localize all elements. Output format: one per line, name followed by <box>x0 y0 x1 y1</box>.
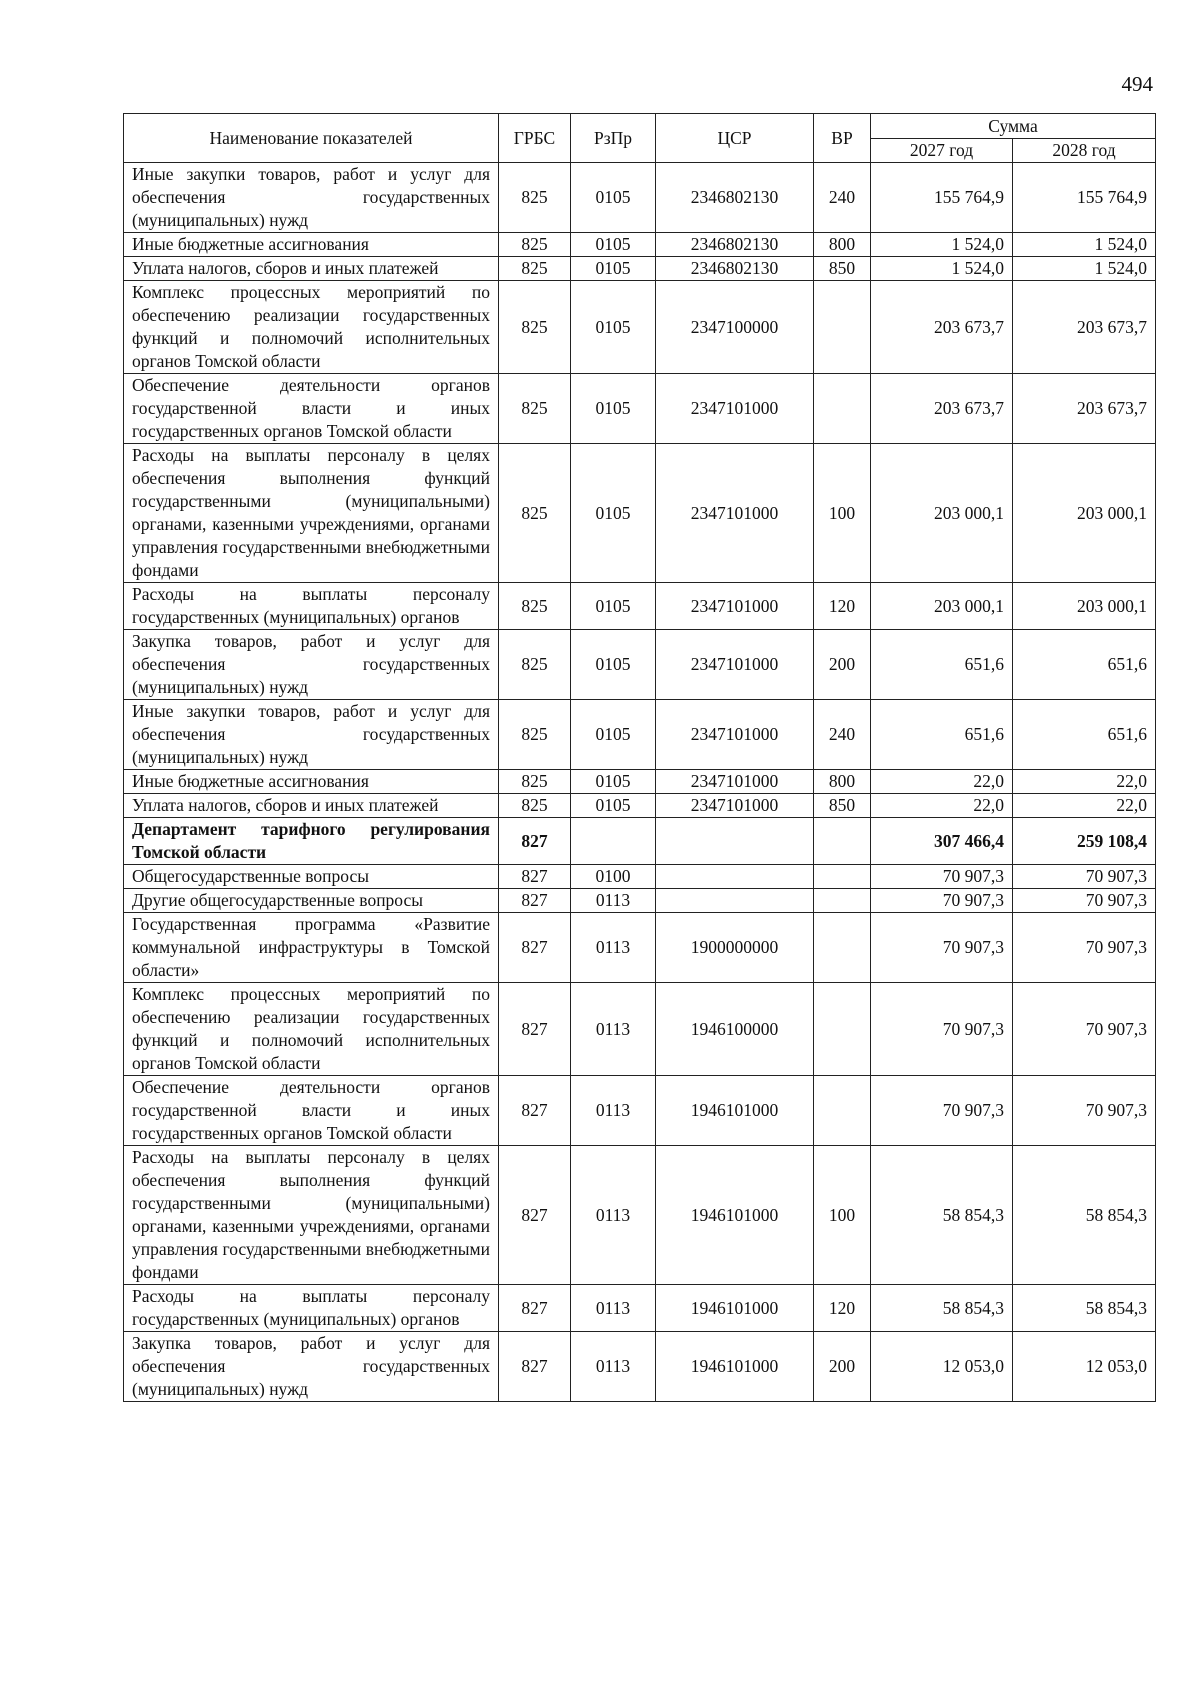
cell-vr: 240 <box>814 163 871 233</box>
cell-vr <box>814 889 871 913</box>
cell-csr: 2347101000 <box>656 630 814 700</box>
cell-name: Обеспечение деятельности органов государственной власти и иных государственных органов Томской области <box>124 374 499 444</box>
cell-vr <box>814 1076 871 1146</box>
cell-grbs: 825 <box>499 444 571 583</box>
cell-csr <box>656 865 814 889</box>
cell-csr: 1946101000 <box>656 1146 814 1285</box>
header-vr: ВР <box>814 114 871 163</box>
cell-sum-2027: 70 907,3 <box>871 983 1013 1076</box>
cell-sum-2028: 58 854,3 <box>1013 1146 1156 1285</box>
cell-vr: 200 <box>814 630 871 700</box>
cell-sum-2028: 70 907,3 <box>1013 1076 1156 1146</box>
table-row <box>124 374 1156 444</box>
cell-sum-2028: 22,0 <box>1013 770 1156 794</box>
cell-sum-2027: 22,0 <box>871 770 1013 794</box>
cell-sum-2027: 12 053,0 <box>871 1332 1013 1402</box>
cell-sum-2028: 1 524,0 <box>1013 257 1156 281</box>
header-year-2028: 2028 год <box>1013 139 1156 163</box>
cell-name: Комплекс процессных мероприятий по обеспечению реализации государственных функций и полномочий исполнительных органов Томской области <box>124 281 499 374</box>
cell-csr: 2346802130 <box>656 257 814 281</box>
cell-grbs: 827 <box>499 889 571 913</box>
cell-name: Обеспечение деятельности органов государственной власти и иных государственных органов Томской области <box>124 1076 499 1146</box>
cell-grbs: 825 <box>499 257 571 281</box>
cell-sum-2027: 203 000,1 <box>871 444 1013 583</box>
table-row <box>124 818 1156 865</box>
cell-sum-2027: 58 854,3 <box>871 1146 1013 1285</box>
cell-rzpr: 0100 <box>571 865 656 889</box>
cell-sum-2028: 70 907,3 <box>1013 865 1156 889</box>
cell-csr: 2347101000 <box>656 444 814 583</box>
table-row <box>124 444 1156 583</box>
cell-rzpr: 0113 <box>571 983 656 1076</box>
cell-name: Закупка товаров, работ и услуг для обеспечения государственных (муниципальных) нужд <box>124 1332 499 1402</box>
cell-rzpr: 0105 <box>571 630 656 700</box>
cell-csr: 2347101000 <box>656 374 814 444</box>
cell-grbs: 825 <box>499 583 571 630</box>
cell-rzpr: 0105 <box>571 374 656 444</box>
cell-rzpr: 0105 <box>571 163 656 233</box>
table-row <box>124 233 1156 257</box>
cell-csr: 1946100000 <box>656 983 814 1076</box>
cell-sum-2027: 70 907,3 <box>871 1076 1013 1146</box>
cell-name: Расходы на выплаты персоналу в целях обеспечения выполнения функций государственными (муниципальными) органами, казенными учреждениями, органами управления государственными внебюджетными фондами <box>124 444 499 583</box>
cell-csr: 2346802130 <box>656 163 814 233</box>
table-row <box>124 865 1156 889</box>
table-row <box>124 770 1156 794</box>
cell-rzpr: 0105 <box>571 770 656 794</box>
cell-name: Уплата налогов, сборов и иных платежей <box>124 794 499 818</box>
cell-grbs: 825 <box>499 163 571 233</box>
cell-grbs: 825 <box>499 630 571 700</box>
cell-grbs: 827 <box>499 983 571 1076</box>
table-row <box>124 630 1156 700</box>
cell-sum-2027: 70 907,3 <box>871 889 1013 913</box>
cell-grbs: 825 <box>499 770 571 794</box>
cell-csr: 1946101000 <box>656 1285 814 1332</box>
cell-name: Другие общегосударственные вопросы <box>124 889 499 913</box>
cell-sum-2027: 70 907,3 <box>871 865 1013 889</box>
cell-sum-2027: 307 466,4 <box>871 818 1013 865</box>
cell-grbs: 825 <box>499 794 571 818</box>
cell-sum-2028: 70 907,3 <box>1013 889 1156 913</box>
table-row <box>124 1076 1156 1146</box>
cell-sum-2028: 58 854,3 <box>1013 1285 1156 1332</box>
cell-sum-2027: 1 524,0 <box>871 233 1013 257</box>
cell-rzpr: 0113 <box>571 913 656 983</box>
cell-grbs: 825 <box>499 281 571 374</box>
cell-csr: 1900000000 <box>656 913 814 983</box>
cell-sum-2028: 1 524,0 <box>1013 233 1156 257</box>
page-number: 494 <box>1121 72 1153 96</box>
cell-sum-2028: 155 764,9 <box>1013 163 1156 233</box>
cell-sum-2028: 22,0 <box>1013 794 1156 818</box>
cell-grbs: 827 <box>499 1076 571 1146</box>
cell-sum-2028: 203 000,1 <box>1013 444 1156 583</box>
header-csr: ЦСР <box>656 114 814 163</box>
cell-sum-2028: 259 108,4 <box>1013 818 1156 865</box>
cell-csr: 2346802130 <box>656 233 814 257</box>
cell-sum-2027: 58 854,3 <box>871 1285 1013 1332</box>
cell-vr: 120 <box>814 583 871 630</box>
cell-rzpr: 0113 <box>571 1076 656 1146</box>
header-year-2027: 2027 год <box>871 139 1013 163</box>
cell-grbs: 827 <box>499 913 571 983</box>
cell-sum-2027: 651,6 <box>871 630 1013 700</box>
table-row <box>124 1146 1156 1285</box>
table-row <box>124 1332 1156 1402</box>
cell-sum-2027: 203 673,7 <box>871 374 1013 444</box>
cell-name: Иные бюджетные ассигнования <box>124 233 499 257</box>
cell-rzpr: 0105 <box>571 700 656 770</box>
cell-csr: 1946101000 <box>656 1076 814 1146</box>
cell-csr <box>656 818 814 865</box>
cell-vr: 850 <box>814 794 871 818</box>
cell-name: Государственная программа «Развитие коммунальной инфраструктуры в Томской области» <box>124 913 499 983</box>
cell-vr: 850 <box>814 257 871 281</box>
cell-name: Иные закупки товаров, работ и услуг для обеспечения государственных (муниципальных) нужд <box>124 700 499 770</box>
cell-sum-2028: 70 907,3 <box>1013 913 1156 983</box>
cell-sum-2027: 155 764,9 <box>871 163 1013 233</box>
table-row <box>124 281 1156 374</box>
cell-sum-2028: 203 673,7 <box>1013 281 1156 374</box>
cell-name: Иные бюджетные ассигнования <box>124 770 499 794</box>
cell-rzpr: 0113 <box>571 889 656 913</box>
cell-vr <box>814 818 871 865</box>
cell-vr: 200 <box>814 1332 871 1402</box>
cell-rzpr: 0105 <box>571 233 656 257</box>
cell-csr: 1946101000 <box>656 1332 814 1402</box>
cell-name: Комплекс процессных мероприятий по обеспечению реализации государственных функций и полномочий исполнительных органов Томской области <box>124 983 499 1076</box>
cell-csr: 2347101000 <box>656 583 814 630</box>
cell-rzpr: 0105 <box>571 281 656 374</box>
cell-vr: 800 <box>814 770 871 794</box>
cell-name: Иные закупки товаров, работ и услуг для обеспечения государственных (муниципальных) нужд <box>124 163 499 233</box>
cell-rzpr: 0105 <box>571 794 656 818</box>
table-row <box>124 700 1156 770</box>
cell-vr <box>814 374 871 444</box>
cell-csr: 2347100000 <box>656 281 814 374</box>
cell-grbs: 827 <box>499 1146 571 1285</box>
cell-vr <box>814 865 871 889</box>
cell-rzpr: 0105 <box>571 257 656 281</box>
cell-name: Департамент тарифного регулирования Томской области <box>124 818 499 865</box>
cell-sum-2028: 203 000,1 <box>1013 583 1156 630</box>
cell-name: Общегосударственные вопросы <box>124 865 499 889</box>
cell-grbs: 825 <box>499 700 571 770</box>
cell-csr: 2347101000 <box>656 794 814 818</box>
cell-sum-2027: 203 000,1 <box>871 583 1013 630</box>
cell-name: Закупка товаров, работ и услуг для обеспечения государственных (муниципальных) нужд <box>124 630 499 700</box>
table-row <box>124 583 1156 630</box>
cell-grbs: 825 <box>499 374 571 444</box>
header-name: Наименование показателей <box>124 114 499 163</box>
header-grbs: ГРБС <box>499 114 571 163</box>
cell-sum-2028: 12 053,0 <box>1013 1332 1156 1402</box>
cell-rzpr: 0113 <box>571 1285 656 1332</box>
cell-rzpr: 0113 <box>571 1332 656 1402</box>
cell-vr: 800 <box>814 233 871 257</box>
table-row <box>124 983 1156 1076</box>
cell-rzpr: 0105 <box>571 444 656 583</box>
cell-name: Расходы на выплаты персоналу государственных (муниципальных) органов <box>124 1285 499 1332</box>
cell-vr: 100 <box>814 1146 871 1285</box>
table-row <box>124 913 1156 983</box>
cell-vr: 100 <box>814 444 871 583</box>
table-row <box>124 889 1156 913</box>
table-row <box>124 1285 1156 1332</box>
table-row <box>124 257 1156 281</box>
cell-vr <box>814 281 871 374</box>
header-rzpr: РзПр <box>571 114 656 163</box>
cell-rzpr <box>571 818 656 865</box>
cell-vr: 120 <box>814 1285 871 1332</box>
cell-sum-2028: 651,6 <box>1013 700 1156 770</box>
cell-rzpr: 0113 <box>571 1146 656 1285</box>
cell-csr: 2347101000 <box>656 700 814 770</box>
cell-vr <box>814 983 871 1076</box>
cell-sum-2028: 203 673,7 <box>1013 374 1156 444</box>
cell-grbs: 827 <box>499 818 571 865</box>
table-row <box>124 163 1156 233</box>
cell-name: Уплата налогов, сборов и иных платежей <box>124 257 499 281</box>
cell-csr <box>656 889 814 913</box>
cell-vr: 240 <box>814 700 871 770</box>
cell-sum-2027: 22,0 <box>871 794 1013 818</box>
cell-csr: 2347101000 <box>656 770 814 794</box>
header-sum: Сумма <box>871 114 1156 139</box>
cell-vr <box>814 913 871 983</box>
cell-grbs: 825 <box>499 233 571 257</box>
cell-grbs: 827 <box>499 1332 571 1402</box>
table-row <box>124 794 1156 818</box>
cell-name: Расходы на выплаты персоналу в целях обеспечения выполнения функций государственными (муниципальными) органами, казенными учреждениями, органами управления государственными внебюджетными фондами <box>124 1146 499 1285</box>
cell-sum-2027: 203 673,7 <box>871 281 1013 374</box>
cell-rzpr: 0105 <box>571 583 656 630</box>
cell-sum-2027: 651,6 <box>871 700 1013 770</box>
cell-grbs: 827 <box>499 865 571 889</box>
budget-table <box>123 113 1156 1402</box>
cell-sum-2028: 651,6 <box>1013 630 1156 700</box>
cell-sum-2028: 70 907,3 <box>1013 983 1156 1076</box>
cell-sum-2027: 1 524,0 <box>871 257 1013 281</box>
cell-sum-2027: 70 907,3 <box>871 913 1013 983</box>
cell-grbs: 827 <box>499 1285 571 1332</box>
cell-name: Расходы на выплаты персоналу государственных (муниципальных) органов <box>124 583 499 630</box>
